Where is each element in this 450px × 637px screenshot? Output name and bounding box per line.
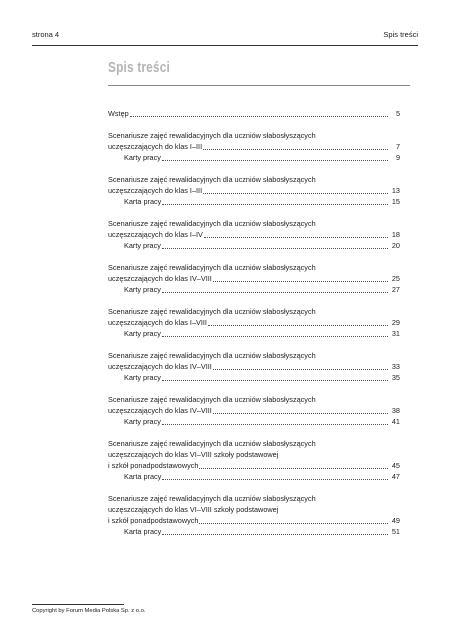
dot-leader: [199, 468, 388, 469]
toc-entry-title-line: uczęszczających do klas I–III: [108, 186, 203, 195]
toc-page-number: 45: [391, 461, 400, 470]
page-title: Spis treści: [108, 60, 170, 76]
toc-page-number: 25: [391, 274, 400, 283]
dot-leader: [199, 523, 388, 524]
toc-page-number: 47: [391, 472, 400, 481]
toc-line: [108, 361, 400, 372]
toc-subentry[interactable]: [108, 526, 400, 537]
toc-line: [108, 405, 400, 416]
toc-entry-label: Wstęp: [108, 109, 129, 118]
toc-entry[interactable]: [108, 394, 400, 427]
toc-entry-title-line: uczęszczających do klas VI–VIII szkoły podstawowej: [108, 505, 279, 514]
dot-leader: [213, 413, 388, 414]
toc-page-number: 38: [391, 406, 400, 415]
toc-subentry-label: Karta pracy: [124, 472, 162, 481]
toc-page-number: 29: [391, 318, 400, 327]
toc-entry-title-line: uczęszczających do klas VI–VIII szkoły podstawowej: [108, 450, 279, 459]
toc-entry-title-line: uczęszczających do klas IV–VIII: [108, 274, 212, 283]
toc-entry-title-line: Scenariusze zajęć rewalidacyjnych dla uczniów słabosłyszących: [108, 175, 316, 184]
toc-page-number: 9: [395, 153, 400, 162]
dot-leader: [162, 336, 388, 337]
toc-subentry[interactable]: [108, 372, 400, 383]
dot-leader: [130, 116, 388, 117]
dot-leader: [203, 193, 388, 194]
dot-leader: [203, 149, 388, 150]
header-section-title: Spis treści: [383, 30, 418, 39]
toc-line: [108, 229, 400, 240]
dot-leader: [208, 325, 388, 326]
toc-entry-title-line: uczęszczających do klas I–IV: [108, 230, 203, 239]
footer-copyright: Copyright by Forum Media Polska Sp. z o.o.: [32, 608, 146, 614]
dot-leader: [162, 380, 388, 381]
toc-line: [108, 185, 400, 196]
toc-page-number: 15: [391, 197, 400, 206]
toc-entry-title-line: Scenariusze zajęć rewalidacyjnych dla uczniów słabosłyszących: [108, 307, 316, 316]
toc-entry-title-line: Scenariusze zajęć rewalidacyjnych dla uczniów słabosłyszących: [108, 439, 316, 448]
table-of-contents: [108, 108, 400, 548]
footer-divider: [32, 604, 124, 605]
toc-page-number: 18: [391, 230, 400, 239]
toc-subentry[interactable]: [108, 328, 400, 339]
toc-entry-title-line: uczęszczających do klas IV–VIII: [108, 406, 212, 415]
toc-line: [108, 273, 400, 284]
toc-entry[interactable]: [108, 306, 400, 339]
toc-entry[interactable]: [108, 493, 400, 537]
dot-leader: [162, 160, 388, 161]
toc-entry-title-line: Scenariusze zajęć rewalidacyjnych dla uczniów słabosłyszących: [108, 131, 316, 140]
toc-page-number: 51: [391, 527, 400, 536]
dot-leader: [162, 534, 388, 535]
toc-page-number: 33: [391, 362, 400, 371]
toc-subentry[interactable]: [108, 152, 400, 163]
toc-subentry[interactable]: [108, 240, 400, 251]
toc-subentry-label: Karty pracy: [124, 329, 161, 338]
dot-leader: [162, 479, 388, 480]
toc-entry-title-line: Scenariusze zajęć rewalidacyjnych dla uczniów słabosłyszących: [108, 351, 316, 360]
toc-subentry-label: Karta pracy: [124, 197, 162, 206]
header-page-number: strona 4: [32, 30, 60, 39]
toc-entry-title-line: Scenariusze zajęć rewalidacyjnych dla uczniów słabosłyszących: [108, 263, 316, 272]
toc-subentry-label: Karty pracy: [124, 373, 161, 382]
toc-page-number: 27: [391, 285, 400, 294]
toc-entry[interactable]: [108, 174, 400, 207]
toc-page-number: 13: [391, 186, 400, 195]
toc-line: [108, 141, 400, 152]
toc-page-number: 49: [391, 516, 400, 525]
toc-page-number: 31: [391, 329, 400, 338]
dot-leader: [162, 204, 388, 205]
toc-entries: [108, 130, 400, 537]
toc-subentry-label: Karty pracy: [124, 153, 161, 162]
toc-entry[interactable]: [108, 262, 400, 295]
toc-entry[interactable]: [108, 218, 400, 251]
toc-entry[interactable]: [108, 130, 400, 163]
toc-entry-title-line: Scenariusze zajęć rewalidacyjnych dla uczniów słabosłyszących: [108, 219, 316, 228]
toc-subentry[interactable]: [108, 284, 400, 295]
dot-leader: [162, 292, 388, 293]
toc-entry-title-line: i szkół ponadpodstawowych: [108, 461, 199, 470]
toc-page-number: 20: [391, 241, 400, 250]
toc-entry[interactable]: [108, 438, 400, 482]
toc-subentry-label: Karta pracy: [124, 527, 162, 536]
toc-subentry-label: Karty pracy: [124, 241, 161, 250]
toc-page-number: 41: [391, 417, 400, 426]
running-header: [32, 30, 418, 39]
toc-entry-title-line: i szkół ponadpodstawowych: [108, 516, 199, 525]
toc-page-number: 5: [395, 109, 400, 118]
toc-subentry[interactable]: [108, 416, 400, 427]
toc-page-number: 7: [395, 142, 400, 151]
title-divider: [108, 85, 410, 86]
toc-entry-title-line: uczęszczających do klas I–VIII: [108, 318, 207, 327]
toc-page-number: 35: [391, 373, 400, 382]
toc-line: [108, 108, 400, 119]
toc-line: [108, 317, 400, 328]
dot-leader: [162, 424, 388, 425]
toc-line: [108, 515, 400, 526]
toc-subentry-label: Karty pracy: [124, 417, 161, 426]
toc-entry-title-line: Scenariusze zajęć rewalidacyjnych dla uczniów słabosłyszących: [108, 494, 316, 503]
toc-subentry[interactable]: [108, 196, 400, 207]
toc-subentry[interactable]: [108, 471, 400, 482]
toc-entry-title-line: Scenariusze zajęć rewalidacyjnych dla uczniów słabosłyszących: [108, 395, 316, 404]
toc-entry[interactable]: [108, 350, 400, 383]
toc-line: [108, 460, 400, 471]
header-divider: [32, 45, 418, 46]
dot-leader: [204, 237, 388, 238]
toc-entry-title-line: uczęszczających do klas IV–VIII: [108, 362, 212, 371]
toc-subentry-label: Karty pracy: [124, 285, 161, 294]
toc-entry-title-line: uczęszczających do klas I–III: [108, 142, 203, 151]
dot-leader: [213, 281, 388, 282]
toc-entry-intro[interactable]: [108, 108, 400, 119]
dot-leader: [213, 369, 388, 370]
dot-leader: [162, 248, 388, 249]
